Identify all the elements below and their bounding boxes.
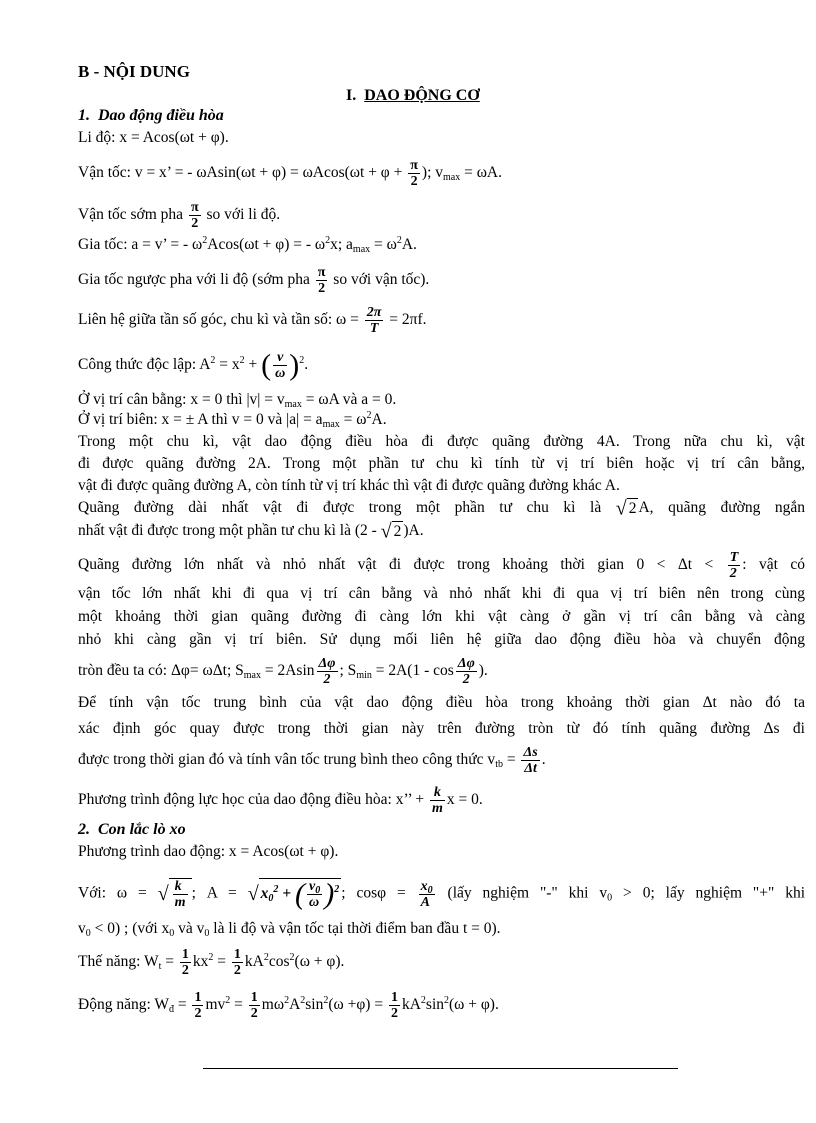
paragraph-line: đi được quãng đường 2A. Trong một phần tư chu kì tính từ vị trí biên hoặc vị trí cân bằng, — [78, 455, 805, 472]
line-gia-toc: Gia tốc: a = v’ = - $\omega^2Acos(\omega t + \varphi)$ = - $\omega^2x$; $a_{max} = \omega^2A$. — [78, 235, 417, 255]
section-heading: B - NỘI DUNG — [78, 62, 190, 81]
paragraph-line: vận tốc lớn nhất khi đi qua vị trí cân bằng và nhỏ nhất khi đi qua vị trí biên nên trong cùng — [78, 585, 805, 602]
paragraph-line: một khoảng thời gian quãng đường đi càng lớn khi vật càng ở gần vị trí cân bằng và càng — [78, 608, 805, 625]
paragraph-line: nhỏ khi càng gần vị trí biên. Sử dụng mối liên hệ giữa dao động điều hòa và chuyển động — [78, 631, 805, 648]
paragraph-line: Để tính vận tốc trung bình của vật dao động điều hòa trong khoảng thời gian Δt nào đó ta — [78, 694, 805, 711]
line-quang-duong-lon-nhat: Quãng đường lớn nhất và nhỏ nhất vật đi được trong khoảng thời gian 0 < Δt < $\frac{T}{2}$ : vật có — [78, 550, 805, 581]
line-phuong-trinh-dao-dong: Phương trình dao động: x = Acos(ωt + φ). — [78, 843, 339, 860]
line-cong-thuc-doc-lap: Công thức độc lập: $A^2 = x^2$ + ( $\frac{v}{\omega}$ )$^2$. — [78, 348, 309, 382]
line-van-toc: Vận tốc: v = x’ = - ωAsin(ωt + φ) = ωAcos(ωt + φ + $\frac{\pi}{2}$ ); $v_{max} = \omega A$. — [78, 158, 502, 189]
line-v0: $v_0 < 0$) ; (với $x_0$ và $v_0$ là li độ và vận tốc tại thời điểm ban đầu t = 0). — [78, 920, 501, 939]
line-nguoc-pha: Gia tốc ngược pha với li độ (sớm pha $\frac{\pi}{2}$ so với vận tốc). — [78, 265, 430, 296]
line-quang-duong-ngan-nhat: nhất vật đi được trong một phần tư chu kì là (2 - √ 2 )A. — [78, 520, 424, 543]
line-van-toc-trung-binh: được trong thời gian đó và tính vân tốc trung bình theo công thức $v_{tb}$ = $\frac{\Delta s}{\Delta t}$ . — [78, 745, 546, 776]
line-phuong-trinh-dong-luc-hoc: Phương trình động lực học của dao động điều hòa: x’’ + $\frac{k}{m}$ x = 0. — [78, 785, 483, 816]
chapter-title: I. DAO ĐỘNG CƠ — [346, 87, 480, 104]
line-vi-tri-can-bang: Ở vị trí cân bằng: x = 0 thì $|v| = v_{max} = \omega A$ và a = 0. — [78, 391, 397, 410]
subsection-1-heading: 1. Dao động điều hòa — [78, 107, 224, 124]
line-the-nang: Thế năng: $W_t$ = $\frac{1}{2}$ $kx^2$ = $\frac{1}{2}$ $kA^2\cos^2(\omega + \varphi)$. — [78, 947, 345, 978]
line-smax-smin: tròn đều ta có: Δφ= ωΔt; $S_{max} = 2Asin$ $\frac{\Delta\varphi}{2}$ ; $S_{min} = 2A(1 - \cos$ $\frac{\Delta\varphi}{2}$ ). — [78, 656, 488, 687]
footer-divider — [203, 1068, 678, 1069]
line-voi-omega-A-cosphi: Với: ω = √ $\frac{k}{m}$ ; A = √ $x_0^2$ + ( $\frac{v_0}{\omega}$ )$^2$ ; cosφ = $\frac{x_0}{A}$ (lấy nghiệm "-" khi $v_0 > 0$; lấy nghiệm "+" khi — [78, 877, 806, 911]
paragraph-line: xác định góc quay được trong thời gian này trên đường tròn từ đó tính quãng đường Δs đi — [78, 720, 805, 737]
line-dong-nang: Động năng: $W_đ$ = $\frac{1}{2}$ $mv^2$ = $\frac{1}{2}$ $m\omega^2A^2\sin^2(\omega +\varphi)$ = $\frac{1}{2}$ $kA^2\sin^2(\omega + \varphi)$. — [78, 990, 499, 1021]
line-li-do: Li độ: x = Acos(ωt + φ). — [78, 129, 229, 146]
line-lien-he: Liên hệ giữa tần số góc, chu kì và tần số: ω = $\frac{2\pi}{T}$ = 2πf. — [78, 305, 427, 336]
line-vi-tri-bien: Ở vị trí biên: x = ± A thì v = 0 và $|a| = a_{max} = \omega^2A$. — [78, 410, 387, 430]
line-quang-duong-dai-nhat: Quãng đường dài nhất vật đi được trong một phần tư chu kì là √ 2 A, quãng đường ngắn — [78, 497, 805, 520]
subsection-2-heading: 2. Con lắc lò xo — [78, 821, 186, 838]
paragraph-line: Trong một chu kì, vật dao động điều hòa đi được quãng đường 4A. Trong nữa chu kì, vật — [78, 433, 805, 450]
line-som-pha: Vận tốc sớm pha $\frac{\pi}{2}$ so với li độ. — [78, 200, 281, 231]
paragraph-line: vật đi được quãng đường A, còn tính từ vị trí khác thì vật đi được quãng đường khác A. — [78, 477, 620, 494]
